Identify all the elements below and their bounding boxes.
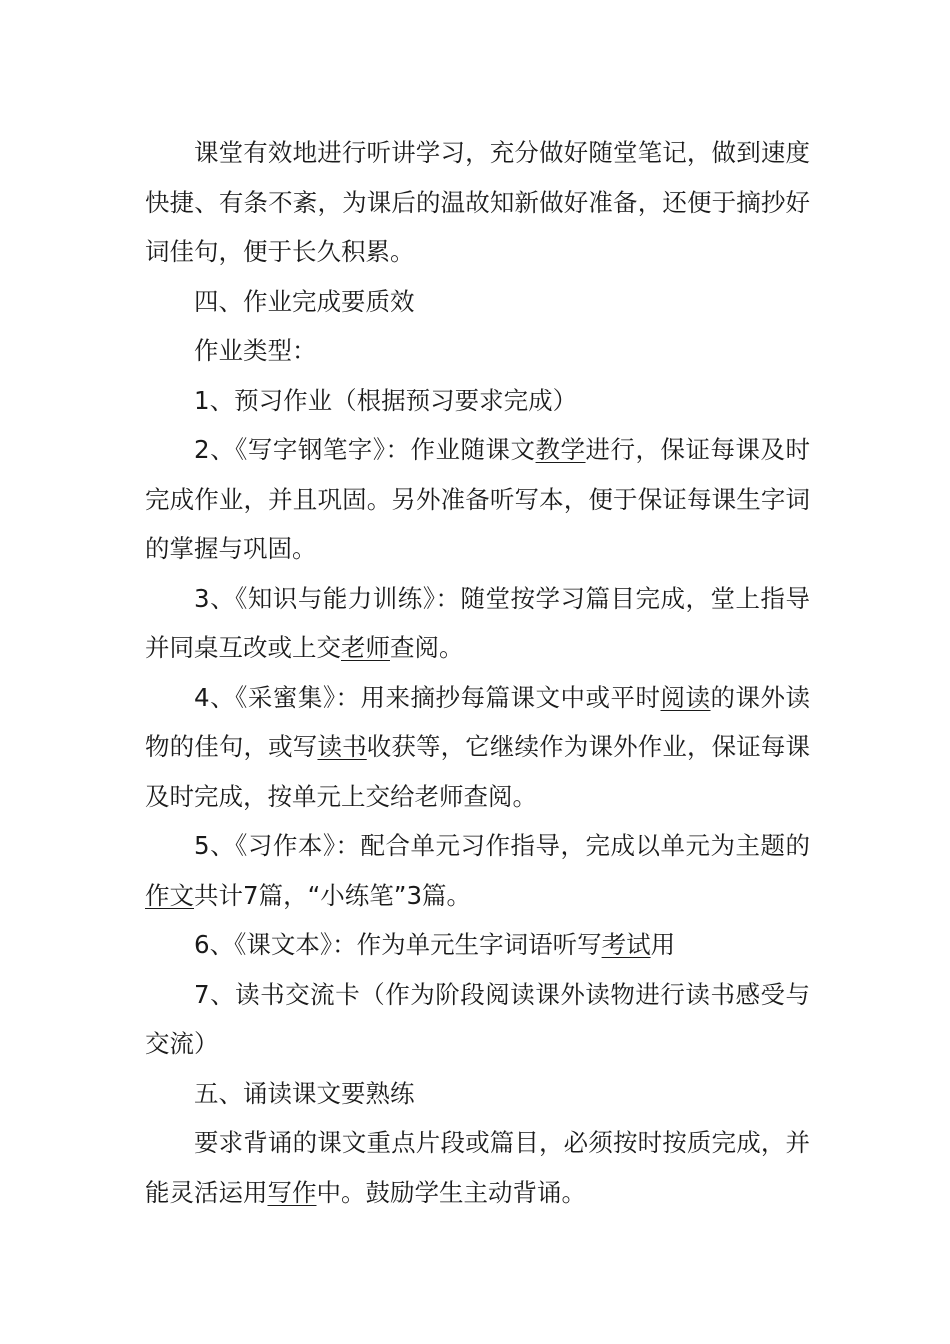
text-segment: 5、《习作本》：配合单元习作指导，完成以单元为主题的 xyxy=(194,831,810,860)
text-segment: 课堂有效地进行听讲学习，充分做好随堂笔记，做到速度快捷、有条不紊，为课后的温故知新做好准备，还便于摘抄好词佳句，便于长久积累。 xyxy=(145,138,810,266)
paragraph xyxy=(145,920,810,970)
paragraph xyxy=(145,326,810,376)
underlined-term: 考试 xyxy=(601,930,651,959)
paragraph xyxy=(145,1118,810,1217)
text-segment: 中。鼓励学生主动背诵。 xyxy=(316,1177,586,1207)
text-segment: 进行，保证每课及时完成作业，并且巩固。另外准备听写本，便于保证每课生字词的掌握与巩固。 xyxy=(145,435,811,563)
underlined-term: 作文 xyxy=(145,880,194,910)
text-segment: 共计7篇，“小练笔”3篇。 xyxy=(194,880,472,910)
underlined-term: 教学 xyxy=(535,435,586,464)
paragraph xyxy=(145,970,810,1069)
text-segment: 6、《课文本》：作为单元生字词语听写 xyxy=(194,930,602,959)
underlined-term: 写作 xyxy=(267,1177,317,1207)
paragraph xyxy=(145,425,810,574)
text-segment: 收获等，它继续作为课外作业，保证每课及时完成，按单元上交给老师查阅。 xyxy=(145,732,811,811)
paragraph xyxy=(145,821,810,920)
paragraph xyxy=(145,574,810,673)
text-segment: 4、《采蜜集》：用来摘抄每篇课文中或平时 xyxy=(194,682,661,712)
text-segment: 五、诵读课文要熟练 xyxy=(194,1078,415,1108)
text-segment: 作业类型： xyxy=(194,336,317,365)
text-segment: 1、预习作业（根据预习要求完成） xyxy=(194,385,578,415)
text-segment: 2、《写字钢笔字》：作业随课文 xyxy=(194,435,536,464)
paragraph xyxy=(145,1069,810,1119)
underlined-term: 老师 xyxy=(341,633,390,662)
paragraph xyxy=(145,128,810,277)
paragraph xyxy=(145,673,810,822)
text-segment: 四、作业完成要质效 xyxy=(194,286,415,316)
paragraph xyxy=(145,376,810,426)
text-segment: 要求背诵的课文重点片段或篇目，必须按时按质完成，并能灵活运用 xyxy=(145,1128,810,1207)
text-segment: 的课外读物的佳句，或写 xyxy=(145,682,811,761)
text-segment: 查阅。 xyxy=(390,633,464,662)
document-body xyxy=(145,128,810,1217)
text-segment: 3、《知识与能力训练》：随堂按学习篇目完成，堂上指导并同桌互改或上交 xyxy=(145,583,810,662)
paragraph xyxy=(145,277,810,327)
text-segment: 用 xyxy=(650,930,676,959)
underlined-term: 读书 xyxy=(317,732,367,761)
text-segment: 7、读书交流卡（作为阶段阅读课外读物进行读书感受与交流） xyxy=(145,979,810,1058)
underlined-term: 阅读 xyxy=(660,682,711,712)
